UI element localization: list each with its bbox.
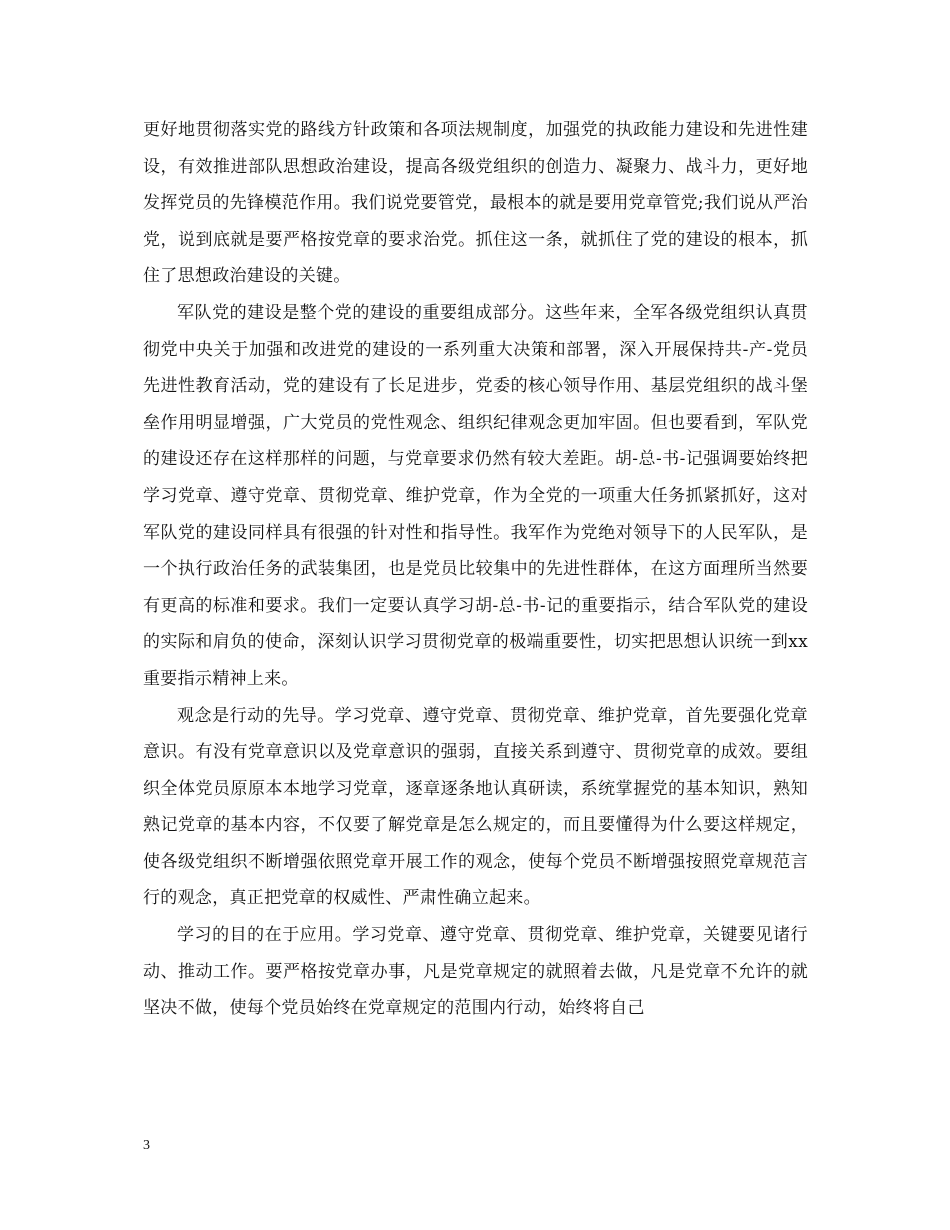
page-number: 3	[143, 1138, 150, 1153]
paragraph-2: 军队党的建设是整个党的建设的重要组成部分。这些年来，全军各级党组织认真贯彻党中央关于加强和改进党的建设的一系列重大决策和部署，深入开展保持共-产-党员先进性教育活动，党的建设有了长足进步，党委的核心领导作用、基层党组织的战斗堡垒作用明显增强，广大党员的党性观念、组织纪律观念更加牢固。但也要看到，军队党的建设还存在这样那样的问题，与党章要求仍然有较大差距。胡-总-书-记强调要始终把学习党章、遵守党章、贯彻党章、维护党章，作为全党的一项重大任务抓紧抓好，这对军队党的建设同样具有很强的针对性和指导性。我军作为党绝对领导下的人民军队，是一个执行政治任务的武装集团，也是党员比较集中的先进性群体，在这方面理所当然要有更高的标准和要求。我们一定要认真学习胡-总-书-记的重要指示，结合军队党的建设的实际和肩负的使命，深刻认识学习贯彻党章的极端重要性，切实把思想认识统一到xx重要指示精神上来。	[143, 302, 808, 689]
paragraph-1: 更好地贯彻落实党的路线方针政策和各项法规制度，加强党的执政能力建设和先进性建设，有效推进部队思想政治建设，提高各级党组织的创造力、凝聚力、战斗力，更好地发挥党员的先锋模范作用。我们说党要管党，最根本的就是要用党章管党;我们说从严治党，说到底就是要严格按党章的要求治党。抓住这一条，就抓住了党的建设的根本，抓住了思想政治建设的关键。	[143, 120, 808, 287]
paragraph-3: 观念是行动的先导。学习党章、遵守党章、贯彻党章、维护党章，首先要强化党章意识。有没有党章意识以及党章意识的强弱，直接关系到遵守、贯彻党章的成效。要组织全体党员原原本本地学习党章，逐章逐条地认真研读，系统掌握党的基本知识，熟知熟记党章的基本内容，不仅要了解党章是怎么规定的，而且要懂得为什么要这样规定，使各级党组织不断增强依照党章开展工作的观念，使每个党员不断增强按照党章规范言行的观念，真正把党章的权威性、严肃性确立起来。	[143, 705, 808, 909]
paragraph-4: 学习的目的在于应用。学习党章、遵守党章、贯彻党章、维护党章，关键要见诸行动、推动工作。要严格按党章办事，凡是党章规定的就照着去做，凡是党章不允许的就坚决不做，使每个党员始终在党章规定的范围内行动，始终将自己	[143, 925, 808, 1019]
document-body	[143, 112, 808, 1027]
